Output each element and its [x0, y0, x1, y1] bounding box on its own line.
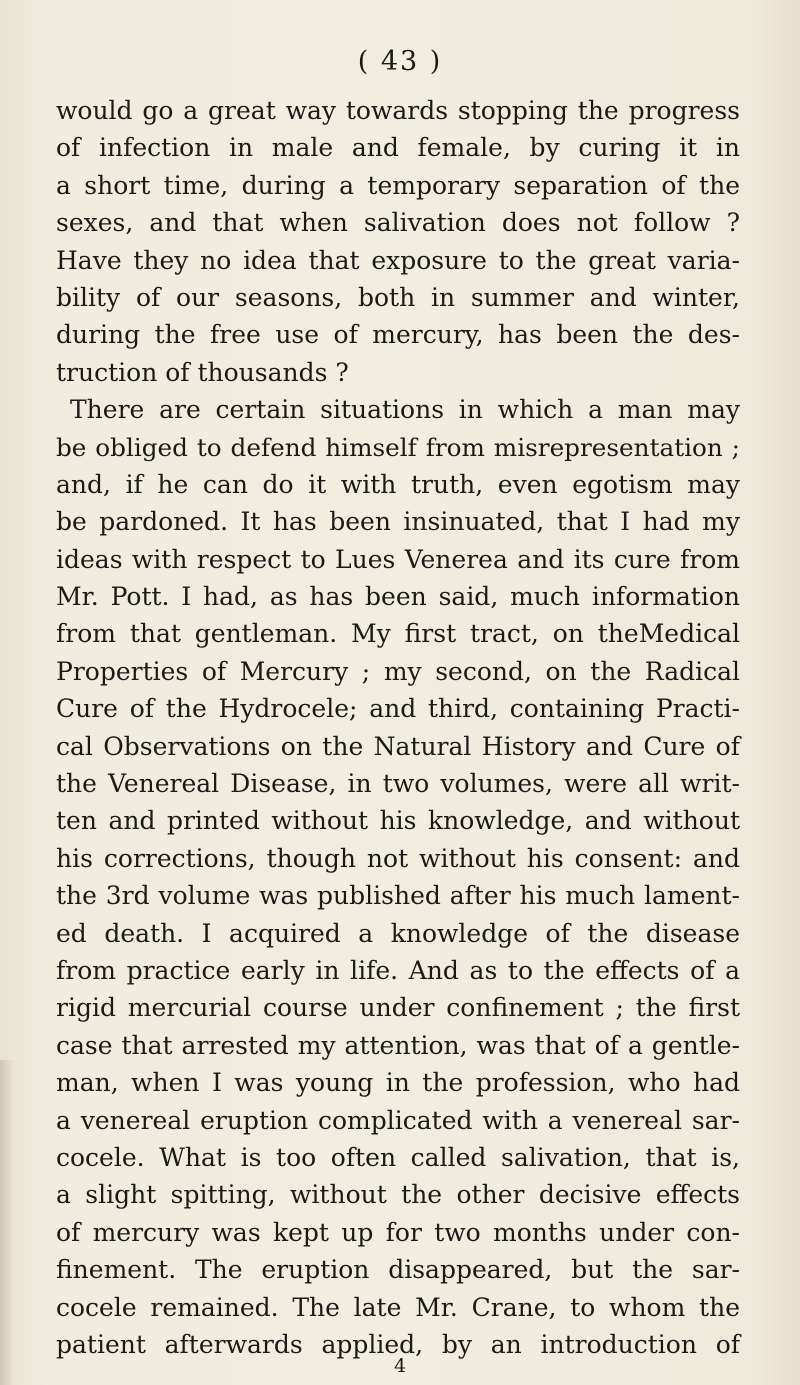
text-line: be obliged to defend himself from misrepresentation ;: [56, 432, 740, 462]
text-line: cal Observations on the Natural History and Cure of: [56, 731, 740, 761]
paragraph-start-line: There are certain situations in which a man may: [70, 395, 740, 425]
page-number: ( 43 ): [357, 46, 443, 77]
text-line: from that gentleman. My first tract, on theMedical: [56, 619, 740, 649]
text-line: case that arrested my attention, was that of a gentle-: [56, 1030, 740, 1060]
text-line: Cure of the Hydrocele; and third, containing Practi-: [56, 694, 740, 724]
text-line: his corrections, though not without his consent: and: [56, 843, 740, 873]
text-line: a short time, during a temporary separation of the: [56, 170, 740, 200]
text-line: truction of thousands ?: [56, 357, 349, 387]
text-line: would go a great way towards stopping the progress: [56, 96, 740, 125]
text-line: of infection in male and female, by curing it in: [56, 133, 740, 163]
text-line: ten and printed without his knowledge, and without: [56, 806, 740, 836]
text-line: patient afterwards applied, by an introduction of: [56, 1329, 740, 1359]
text-line: rigid mercurial course under confinement ; the first: [56, 993, 740, 1023]
text-line: Mr. Pott. I had, as has been said, much information: [56, 582, 740, 612]
text-line: sexes, and that when salivation does not follow ?: [56, 208, 740, 238]
text-line: a venereal eruption complicated with a venereal sar-: [56, 1105, 740, 1135]
text-line: from practice early in life. And as to the effects of a: [56, 955, 740, 985]
text-line: man, when I was young in the profession, who had: [56, 1068, 740, 1098]
text-line: Have they no idea that exposure to the great varia-: [56, 245, 740, 275]
text-line: a slight spitting, without the other decisive effects: [56, 1180, 740, 1210]
signature-mark: 4: [393, 1355, 407, 1377]
body-text: [56, 92, 740, 1363]
text-line: be pardoned. It has been insinuated, that I had my: [56, 507, 740, 537]
text-line: Properties of Mercury ; my second, on the Radical: [56, 656, 740, 686]
binding-gutter-shadow: [0, 1060, 14, 1385]
text-line: cocele. What is too often called salivation, that is,: [56, 1142, 740, 1172]
text-line: cocele remained. The late Mr. Crane, to whom the: [56, 1292, 740, 1322]
text-line: ideas with respect to Lues Venerea and its cure from: [56, 544, 740, 574]
text-line: of mercury was kept up for two months under con-: [56, 1217, 740, 1247]
text-line: the 3rd volume was published after his much lament-: [56, 881, 740, 911]
text-line: finement. The eruption disappeared, but the sar-: [56, 1255, 740, 1285]
text-line: ed death. I acquired a knowledge of the disease: [56, 918, 740, 948]
text-line: bility of our seasons, both in summer and winter,: [56, 282, 740, 312]
text-line: and, if he can do it with truth, even egotism may: [56, 469, 740, 499]
text-line: during the free use of mercury, has been the des-: [56, 320, 740, 350]
text-line: the Venereal Disease, in two volumes, were all writ-: [56, 769, 740, 799]
